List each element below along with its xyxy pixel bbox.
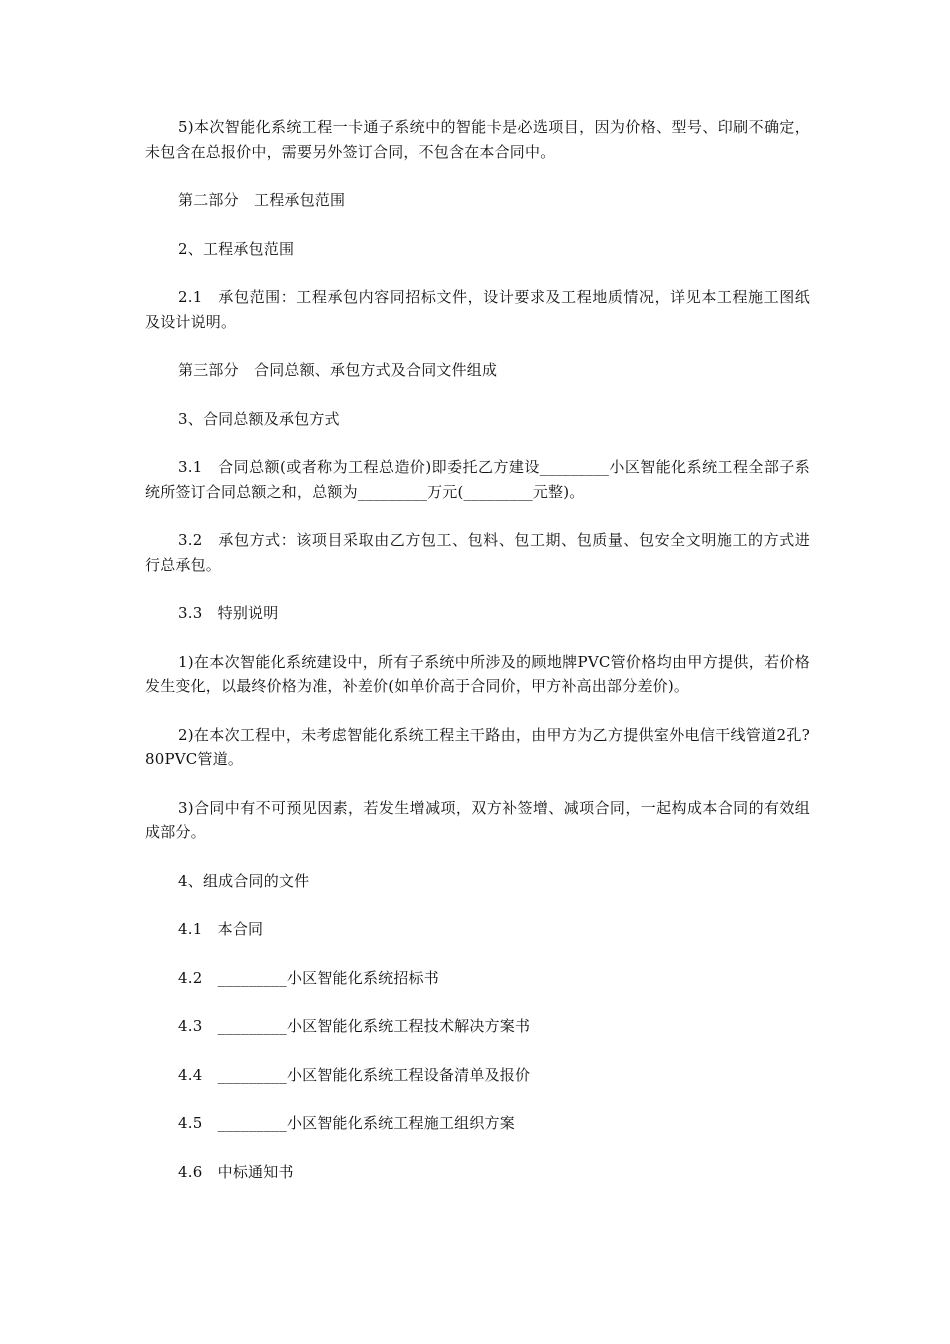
clause-4-2: 4.2 _________小区智能化系统招标书 [178, 968, 439, 987]
document-page [145, 115, 810, 1208]
clause-2-1: 2.1 承包范围：工程承包内容同招标文件，设计要求及工程地质情况，详见本工程施工图纸及设计说明。 [145, 288, 810, 331]
clause-4-5: 4.5 _________小区智能化系统工程施工组织方案 [178, 1114, 515, 1132]
clause-heading-3: 3、合同总额及承包方式 [178, 409, 340, 428]
clause-4-3: 4.3 _________小区智能化系统工程技术解决方案书 [178, 1017, 531, 1035]
clause-heading-4: 4、组成合同的文件 [178, 871, 310, 890]
clause-3-2: 3.2 承包方式：该项目采取由乙方包工、包料、包工期、包质量、包安全文明施工的方式进行总承包。 [145, 531, 810, 574]
clause-heading-2: 2、工程承包范围 [178, 239, 295, 258]
special-note-3: 3)合同中有不可预见因素，若发生增减项，双方补签增、减项合同，一起构成本合同的有效组成部分。 [145, 798, 810, 841]
special-note-2: 2)在本次工程中，未考虑智能化系统工程主干路由，由甲方为乙方提供室外电信干线管道2孔?80PVC管道。 [145, 725, 810, 768]
section-heading-part-two: 第二部分 工程承包范围 [178, 191, 346, 209]
special-note-1: 1)在本次智能化系统建设中，所有子系统中所涉及的顾地牌PVC管价格均由甲方提供，若价格发生变化，以最终价格为准，补差价(如单价高于合同价，甲方补高出部分差价)。 [145, 652, 810, 695]
clause-4-1: 4.1 本合同 [178, 920, 264, 938]
clause-4-4: 4.4 _________小区智能化系统工程设备清单及报价 [178, 1065, 531, 1084]
section-heading-part-three: 第三部分 合同总额、承包方式及合同文件组成 [178, 361, 498, 379]
clause-3-3: 3.3 特别说明 [178, 604, 279, 622]
clause-4-6: 4.6 中标通知书 [178, 1162, 294, 1181]
paragraph-smart-card-note: 5)本次智能化系统工程一卡通子系统中的智能卡是必选项目，因为价格、型号、印刷不确定，未包含在总报价中，需要另外签订合同，不包含在本合同中。 [145, 118, 810, 161]
clause-3-1: 3.1 合同总额(或者称为工程总造价)即委托乙方建设_________小区智能化系统工程全部子系统所签订合同总额之和，总额为_________万元(_________元整)。 [145, 458, 810, 501]
